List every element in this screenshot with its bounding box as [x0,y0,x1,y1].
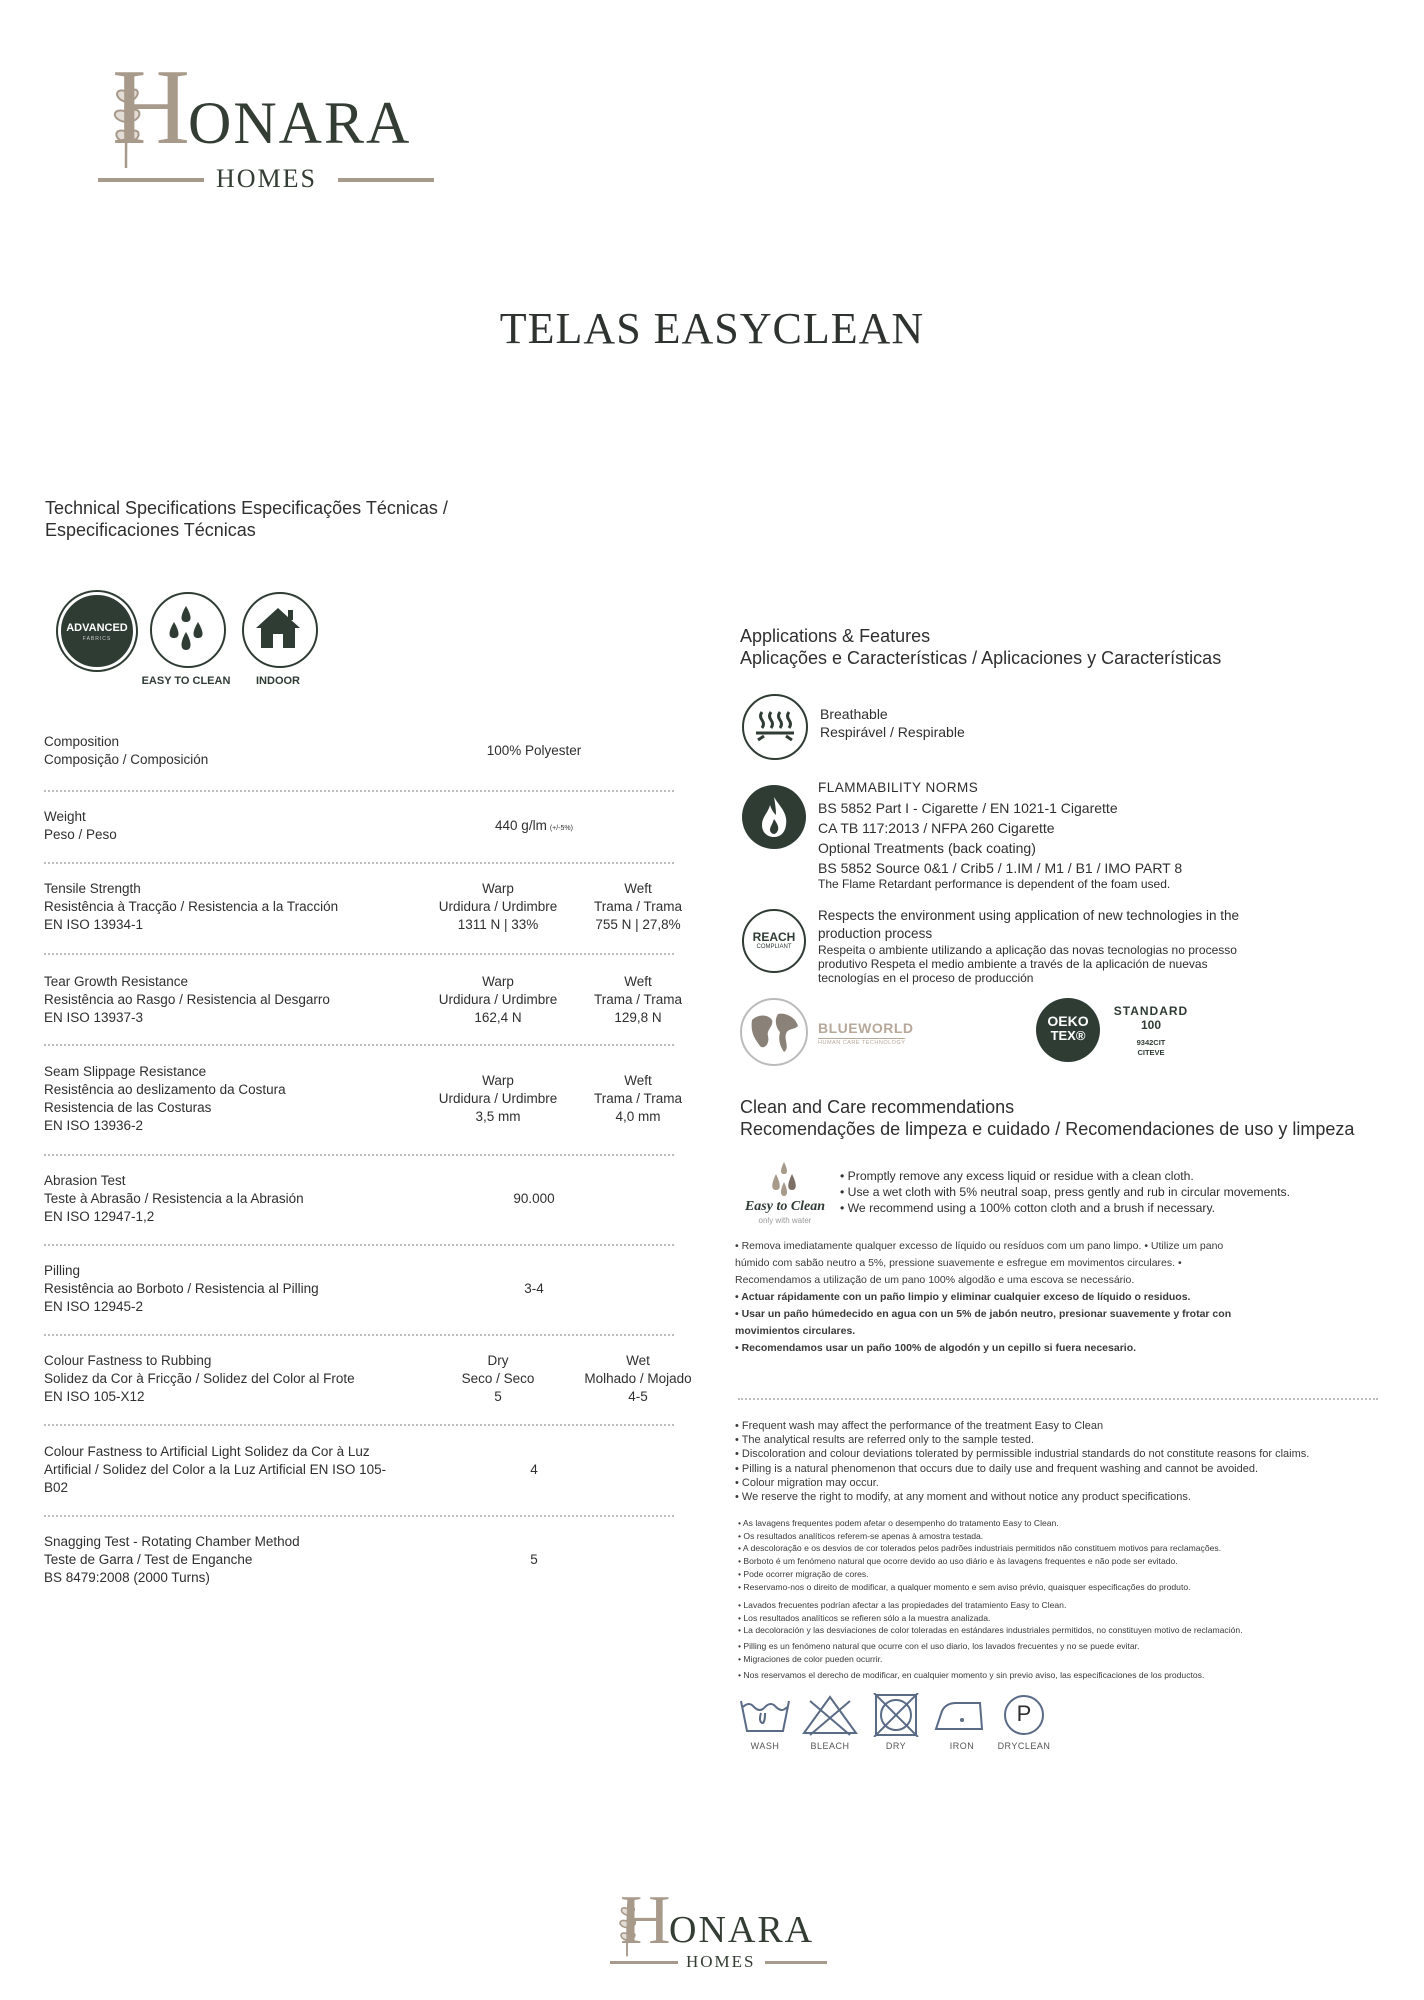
spec-column-line: 3,5 mm [475,1109,521,1124]
logo-line-left [98,178,204,182]
spec-warp-column [428,1352,568,1406]
care-title [740,1096,1354,1140]
care-en-3: • We recommend using a 100% cotton cloth and a brush if necessary. [840,1201,1216,1215]
spec-column-line: Trama / Trama [593,899,682,914]
note-es-3: • La decoloración y las desviaciones de color toleradas en estándares industriales permitidos, no constituyen motivo de reclamación. [738,1625,1243,1636]
note-pt-2: • Os resultados analíticos referem-se apenas à amostra testada. [738,1530,984,1541]
note-es-1: • Lavados frecuentes podrían afectar a las propiedades del tratamiento Easy to Clean. [738,1600,1067,1610]
brand-logo [98,48,438,197]
spec-label-line: Tear Growth Resistance [44,974,189,989]
spec-label-line: EN ISO 105-X12 [44,1389,145,1404]
spec-column-line: 755 N | 27,8% [595,917,681,932]
spec-column-line: Warp [482,881,514,896]
notes-es-list [738,1599,1408,1681]
spec-label-line: Teste à Abrasão / Resistencia a la Abrasión [44,1191,304,1206]
care-es-1: • Actuar rápidamente con un paño limpio y eliminar cualquier exceso de líquido o residuos. [735,1291,1191,1303]
spec-label-line: Snagging Test - Rotating Chamber Method [44,1534,300,1549]
only-with-water-text: only with water [758,1216,812,1225]
spec-weft-column [568,1352,708,1406]
spec-column-line: 5 [494,1389,502,1404]
spec-weft-column [568,1072,708,1126]
spec-label-line: Artificial / Solidez del Color a la Luz Artificial EN ISO 105- [44,1462,387,1477]
spec-label [44,1533,300,1587]
spec-column-line: Seco / Seco [461,1371,535,1386]
flammability-line-3: Optional Treatments (back coating) [818,840,1036,856]
flammability-line-1: BS 5852 Part I - Cigarette / EN 1021-1 Cigarette [818,800,1118,816]
note-pt-4: • Borboto é um fenómeno natural que ocorre devido ao uso diário e às lavagens frequentes e não pode ser evitado. [738,1556,1178,1567]
spec-label-line: BS 8479:2008 (2000 Turns) [44,1570,210,1585]
note-pt-6: • Reservamo-nos o direito de modificar, a qualquer momento e sem aviso prévio, quaisquer especificações do produto. [738,1581,1191,1592]
flammability-line-5: The Flame Retardant performance is dependent of the foam used. [818,877,1171,891]
flammability-line-2: CA TB 117:2013 / NFPA 260 Cigarette [818,820,1055,836]
spec-divider [44,1515,674,1517]
blueworld-text: BLUEWORLD [818,1020,914,1036]
wash-label: WASH [750,1741,780,1751]
note-pt-1: • As lavagens frequentes podem afetar o desempenho do tratamento Easy to Clean. [738,1518,1059,1528]
care-en-2: • Use a wet cloth with 5% neutral soap, press gently and rub in circular movements. [840,1185,1290,1199]
spec-label-line: Resistência à Tracção / Resistencia a la Tracción [44,899,339,914]
spec-column-line: Urdidura / Urdimbre [438,1091,558,1106]
logo-homes: HOMES [216,164,318,193]
dry-label: DRY [885,1741,907,1751]
spec-label-line: Teste de Garra / Test de Enganche [44,1552,253,1567]
spec-column-line: Trama / Trama [593,992,682,1007]
spec-column-line: Trama / Trama [593,1091,682,1106]
spec-label-line: Resistencia de las Costuras [44,1100,212,1115]
spec-value [404,1280,664,1298]
spec-label-line: Composition [44,734,120,749]
footer-logo-word: ONARA [669,1909,815,1951]
easy-to-clean-logo [740,1160,830,1230]
spec-divider [44,1244,674,1246]
spec-column-line: Warp [482,974,514,989]
spec-divider [44,862,674,864]
spec-label-line: EN ISO 13937-3 [44,1010,144,1025]
spec-label-line: Resistência ao Rasgo / Resistencia al Desgarro [44,992,330,1007]
care-pt-list [735,1238,1405,1289]
dryclean-label: DRYCLEAN [997,1741,1051,1751]
spec-label-line: Peso / Peso [44,827,117,842]
spec-label [44,973,330,1027]
logo-word: ONARA [188,90,412,156]
care-es-list [735,1289,1405,1357]
spec-label-line: Resistência ao deslizamento da Costura [44,1082,286,1097]
note-en-6: • We reserve the right to modify, at any moment and without notice any product specifications. [735,1491,1191,1504]
spec-label-line: Weight [44,809,86,824]
spec-value-text: 4 [530,1462,538,1477]
spec-label-line: Seam Slippage Resistance [44,1064,207,1079]
spec-column-line: Wet [626,1353,650,1368]
bleach-label: BLEACH [810,1741,850,1751]
note-en-4: • Pilling is a natural phenomenon that occurs due to daily use and frequent washing and cannot be avoided. [735,1462,1259,1475]
applications-title-en: Applications & Features [740,626,931,646]
spec-label-line: Solidez da Cor à Fricção / Solidez del Color al Frote [44,1371,355,1386]
spec-column-line: Molhado / Mojado [584,1371,692,1386]
spec-divider [44,1424,674,1426]
reach-line-5: tecnologías en el proceso de producción [818,971,1034,985]
care-en-1: • Promptly remove any excess liquid or residue with a clean cloth. [840,1169,1194,1183]
breathable-en: Breathable [820,706,888,722]
spec-value [404,1461,664,1479]
iron-icon [932,1693,992,1737]
care-divider [738,1398,1378,1400]
spec-label-line: Composição / Composición [44,752,209,767]
note-es-4: • Pilling es un fenómeno natural que ocurre con el uso diario, los lavados frecuentes y no se puede evitar. [738,1641,1140,1652]
note-es-6: • Nos reservamos el derecho de modificar, en cualquier momento y sin previo aviso, las especificaciones de los productos. [738,1669,1205,1680]
dry-icon [866,1693,926,1737]
spec-label-line: Tensile Strength [44,881,141,896]
oeko-mark-top: OEKO [1047,1013,1089,1029]
reach-badge [742,909,806,973]
care-es-4: • Recomendamos usar un paño 100% de algodón y un cepillo si fuera necesario. [735,1342,1137,1354]
dryclean-letter: P [1016,1701,1032,1726]
care-pt-1: • Remova imediatamente qualquer excesso de líquido ou resíduos com um pano limpo. • Utilize um pano [735,1240,1224,1252]
reach-label: REACH [752,930,796,944]
care-es-2: • Usar un paño húmedecido en agua con un 5% de jabón neutro, presionar suavemente y frotar con [735,1308,1232,1320]
spec-value-text: 90.000 [513,1191,555,1206]
spec-column-line: Weft [624,974,652,989]
spec-column-line: Warp [482,1073,514,1088]
care-en-list [840,1168,1290,1216]
note-es-2: • Los resultados analíticos se refieren sólo a la muestra analizada. [738,1612,991,1623]
easy-clean-label: EASY TO CLEAN [141,675,231,687]
spec-label-line: Colour Fastness to Artificial Light Solidez da Cor à Luz [44,1444,370,1459]
flame-icon [742,785,806,849]
reach-line-2: production process [818,926,933,941]
care-pt-3: Recomendamos a utilização de um pano 100% algodão e uma escova se necessário. [735,1274,1135,1286]
indoor-label: INDOOR [256,675,300,687]
page-title: TELAS EASYCLEAN [499,304,925,353]
notes-pt-list [738,1517,1408,1593]
applications-title [740,625,1221,669]
applications-title-pt-es: Aplicações e Características / Aplicaciones y Características [740,648,1222,668]
spec-label-line: EN ISO 13936-2 [44,1118,144,1133]
spec-label [44,1262,319,1316]
spec-label-line: EN ISO 12945-2 [44,1299,144,1314]
reach-line-3: Respeita o ambiente utilizando a aplicação das novas tecnologias no processo [818,943,1237,957]
wash-icon [735,1693,795,1737]
spec-column-line: Weft [624,881,652,896]
spec-column-line: 162,4 N [474,1010,522,1025]
spec-column-line: Weft [624,1073,652,1088]
footer-logo-letter-h: H [620,1882,671,1959]
spec-value [404,1190,664,1208]
footer-line-left [610,1961,678,1964]
note-en-1: • Frequent wash may affect the performance of the treatment Easy to Clean [735,1420,1104,1432]
breathable-pt-es: Respirável / Respirable [820,724,965,740]
spec-label-line: Resistência ao Borboto / Resistencia al Pilling [44,1281,319,1296]
reach-text [818,907,1338,985]
water-drops-icon [740,1160,830,1200]
oeko-standard-number: 100 [1140,1018,1162,1032]
spec-column-line: 4-5 [628,1389,648,1404]
spec-label [44,1063,286,1135]
logo-letter-h: H [112,48,190,167]
care-title-en: Clean and Care recommendations [740,1097,1015,1117]
note-es-5: • Migraciones de color pueden ocurrir. [738,1653,883,1664]
spec-warp-column [428,880,568,934]
spec-column-line: Urdidura / Urdimbre [438,899,558,914]
spec-label [44,880,338,934]
tech-specs-title: Technical Specifications Especificações Técnicas / Especificaciones Técnicas [45,498,448,540]
spec-value [404,817,664,838]
spec-divider [44,1044,674,1046]
advanced-label: ADVANCED [66,622,128,634]
indoor-badge [242,592,318,668]
spec-label-line: EN ISO 13934-1 [44,917,144,932]
spec-label [44,808,117,844]
spec-label [44,733,208,769]
spec-label-line: Pilling [44,1263,81,1278]
spec-value-text: 100% Polyester [486,743,582,758]
note-en-3: • Discoloration and colour deviations tolerated by permissible industrial standards do not constitute reasons for claims. [735,1448,1310,1461]
spec-label-line: Colour Fastness to Rubbing [44,1353,212,1368]
spec-divider [44,790,674,792]
oeko-standard-label: STANDARD [1113,1004,1189,1018]
spec-value-text: 5 [530,1552,538,1567]
oeko-code: 9342CIT [1136,1038,1166,1047]
house-icon [242,592,314,664]
logo-line-right [338,178,434,182]
breathable-icon [742,694,808,760]
flammability-text [818,779,1378,891]
breathable-text [820,705,965,741]
spec-divider [44,1334,674,1336]
spec-value-text: 3-4 [524,1281,544,1296]
care-title-pt-es: Recomendações de limpeza e cuidado / Recomendaciones de uso y limpeza [740,1119,1355,1139]
spec-warp-column [428,1072,568,1126]
spec-label [44,1443,386,1497]
note-en-5: • Colour migration may occur. [735,1476,879,1489]
notes-en-list [735,1419,1405,1504]
oeko-mark-bottom: TEX® [1050,1028,1086,1043]
bleach-icon [800,1693,860,1737]
reach-line-1: Respects the environment using application of new technologies in the [818,908,1240,923]
flammability-line-4: BS 5852 Source 0&1 / Crib5 / 1.IM / M1 / B1 / IMO PART 8 [818,860,1183,876]
spec-column-line: 129,8 N [614,1010,662,1025]
spec-value [404,1551,664,1569]
spec-weft-column [568,880,708,934]
iron-label: IRON [949,1741,975,1751]
drops-icon [150,592,222,664]
spec-column-line: 1311 N | 33% [457,917,539,932]
easy-to-clean-text: Easy to Clean [744,1199,826,1214]
easy-clean-badge [150,592,226,668]
fabrics-label: FABRICS [82,636,112,642]
oeko-tex-mark [1036,998,1100,1062]
oeko-standard [1108,1004,1194,1058]
reach-compliant-label: COMPLIANT [756,944,792,950]
blueworld-sub: HUMAN CARE TECHNOLOGY [818,1040,906,1046]
care-es-3: movimientos circulares. [735,1325,856,1337]
reach-line-4: produtivo Respeta el medio ambiente a través de la aplicación de nuevas [818,957,1208,971]
spec-weft-column [568,973,708,1027]
spec-label-line: B02 [44,1480,69,1495]
spec-divider [44,953,674,955]
spec-warp-column [428,973,568,1027]
spec-label [44,1352,355,1406]
note-pt-3: • A descoloração e os desvios de cor tolerados pelos padrões industriais permitidos não constituem motivos para reclamações. [738,1543,1222,1554]
spec-column-line: Urdidura / Urdimbre [438,992,558,1007]
advanced-fabrics-badge [58,592,136,670]
spec-column-line: 4,0 mm [615,1109,661,1124]
spec-value-text: 440 g/lm [495,818,547,833]
footer-logo-homes: HOMES [686,1952,756,1971]
footer-logo [610,1882,830,1980]
note-pt-5: • Pode ocorrer migração de cores. [738,1568,869,1579]
flammability-title: FLAMMABILITY NORMS [818,780,979,795]
care-pt-2: húmido com sabão neutro a 5%, pressione suavemente e esfregue em movimentos circulares. • [735,1257,1182,1269]
spec-label [44,1172,304,1226]
spec-divider [44,1154,674,1156]
spec-value-note: (+/-5%) [549,825,573,832]
spec-value [404,742,664,760]
spec-column-line: Dry [487,1353,509,1368]
note-en-2: • The analytical results are referred only to the sample tested. [735,1434,1034,1447]
footer-line-right [765,1961,827,1964]
oeko-org: CITEVE [1137,1048,1165,1057]
globe-icon [740,998,808,1066]
spec-label-line: EN ISO 12947-1,2 [44,1209,155,1224]
spec-label-line: Abrasion Test [44,1173,126,1188]
